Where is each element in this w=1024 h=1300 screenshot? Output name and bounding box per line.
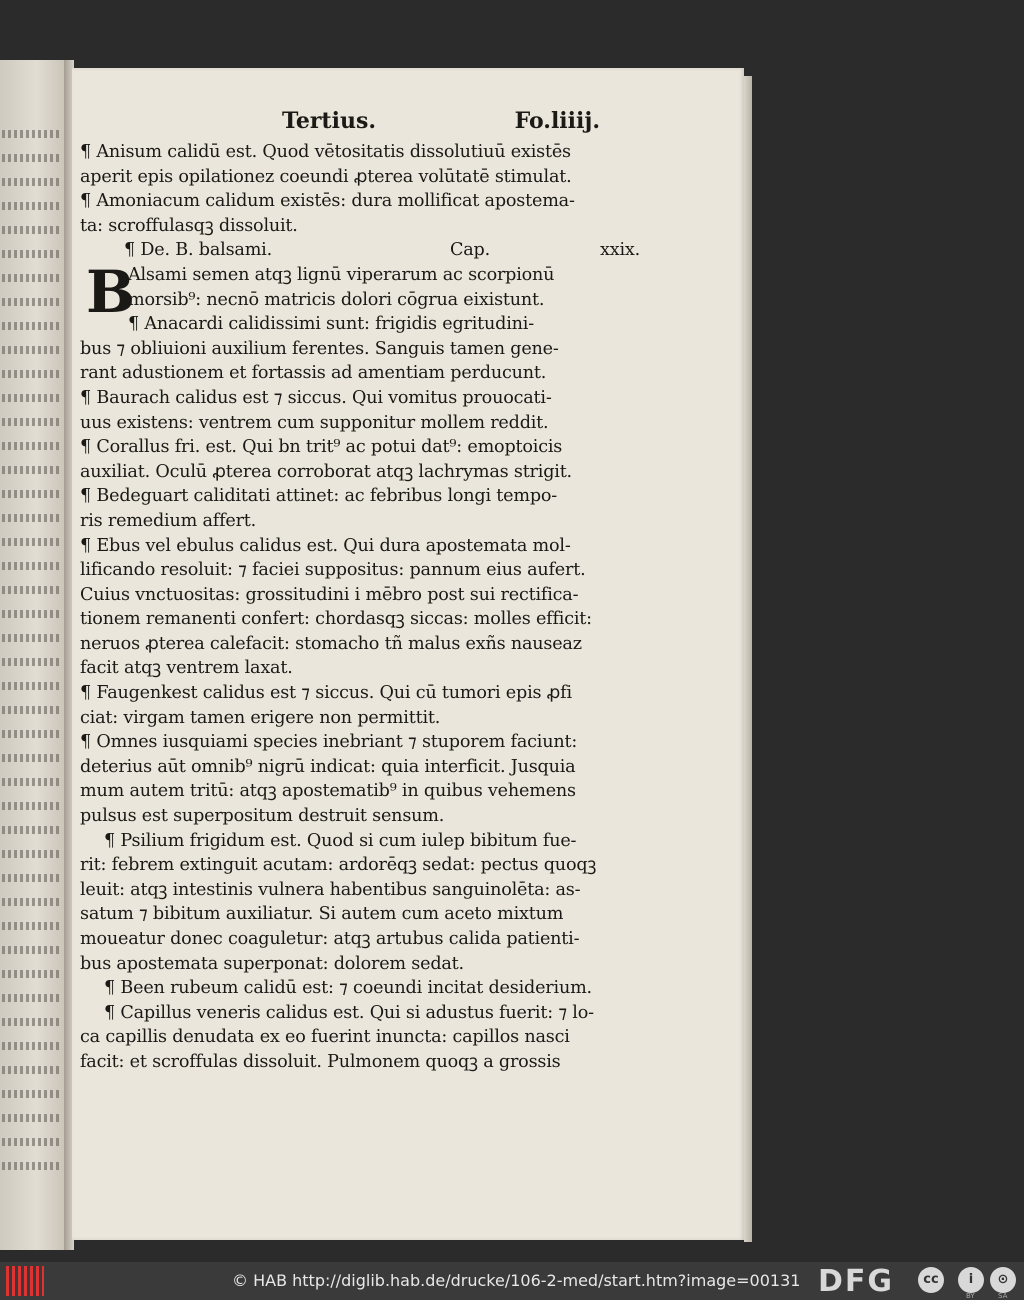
bleed-through-mark [2,226,60,234]
text-line: uus existens: ventrem cum supponitur mollem reddit. [80,412,549,433]
bleed-through-mark [2,730,60,738]
text-line: lificando resoluit: ⁊ faciei suppositus: pannum eius aufert. [80,560,586,581]
bleed-through-mark [2,370,60,378]
text-line: aperit epis opilationez coeundi ꝓterea volūtatē stimulat. [80,166,572,187]
text-line: ¶ Corallus fri. est. Qui bn trit⁹ ac potui dat⁹: emoptoicis [80,437,563,458]
source-credit-link[interactable]: © HAB http://diglib.hab.de/drucke/106-2-med/start.htm?image=00131 [232,1271,801,1290]
bleed-through-mark [2,346,60,354]
sa-license-label: SA [998,1292,1008,1300]
text-line: leuit: atqꝫ intestinis vulnera habentibus sanguinolēta: as- [80,879,581,900]
text-line: Cuius vnctuositas: grossitudini i mēbro post sui rectifica- [80,584,579,605]
bleed-through-mark [2,1162,60,1170]
text-line: Alsami semen atqꝫ lignū viperarum ac scorpionū [128,264,555,285]
text-line: facit atqꝫ ventrem laxat. [80,658,293,679]
text-line: rant adustionem et fortassis ad amentiam perducunt. [80,363,547,384]
text-line: satum ⁊ bibitum auxiliatur. Si autem cum aceto mixtum [80,904,564,925]
bleed-through-mark [2,490,60,498]
bleed-through-mark [2,946,60,954]
chapter-number: xxix. [600,240,640,261]
facing-page-edge [0,60,66,1250]
bleed-through-mark [2,1018,60,1026]
text-line: ciat: virgam tamen erigere non permittit. [80,707,441,728]
bleed-through-mark [2,1042,60,1050]
hab-logo-icon [6,1266,44,1296]
chapter-cap-label: Cap. [450,240,491,261]
text-line: ¶ Ebus vel ebulus calidus est. Qui dura apostemata mol- [80,535,571,556]
bleed-through-mark [2,154,60,162]
text-line: ris remedium affert. [80,510,257,531]
text-line: ¶ Bedeguart caliditati attinet: ac febribus longi tempo- [80,486,558,507]
bleed-through-mark [2,1090,60,1098]
text-line: bus apostemata superponat: dolorem sedat. [80,953,464,974]
bleed-through-mark [2,250,60,258]
text-line: ¶ Psilium frigidum est. Quod si cum iulep bibitum fue- [104,830,577,851]
text-line: pulsus est superpositum destruit sensum. [80,806,445,827]
bleed-through-mark [2,202,60,210]
bleed-through-mark [2,778,60,786]
bleed-through-mark [2,850,60,858]
text-line: moueatur donec coaguletur: atqꝫ artubus calida patienti- [80,929,580,949]
bleed-through-mark [2,298,60,306]
viewer-footer [0,1262,1024,1300]
bleed-through-mark [2,610,60,618]
bleed-through-mark [2,970,60,978]
running-header [210,108,620,142]
bleed-through-mark [2,538,60,546]
chapter-title: ¶ De. B. balsami. [124,240,273,261]
bleed-through-mark [2,274,60,282]
text-line: ¶ Been rubeum calidū est: ⁊ coeundi incitat desiderium. [104,978,592,999]
bleed-through-mark [2,394,60,402]
bleed-through-mark [2,178,60,186]
header-book-label: Tertius. [282,108,376,134]
bleed-through-mark [2,322,60,330]
text-line: neruos ꝓterea calefacit: stomacho tñ malus exñs nauseaz [80,633,582,654]
bleed-through-mark [2,514,60,522]
text-line: auxiliat. Oculū ꝓterea corroborat atqꝫ lachrymas strigit. [80,461,572,482]
by-license-label: BY [966,1292,975,1300]
bleed-through-mark [2,658,60,666]
bleed-through-mark [2,130,60,138]
bleed-through-mark [2,634,60,642]
cc-license-icon[interactable]: cc [918,1267,944,1293]
text-line: ¶ Anacardi calidissimi sunt: frigidis egritudini- [128,314,534,335]
bleed-through-mark [2,466,60,474]
bleed-through-mark [2,802,60,810]
bleed-through-mark [2,874,60,882]
bleed-through-mark [2,418,60,426]
bleed-through-mark [2,1138,60,1146]
bleed-through-mark [2,682,60,690]
text-line: ¶ Amoniacum calidum existēs: dura mollificat apostema- [80,191,575,212]
text-line: tionem remanenti confert: chordasqꝫ siccas: molles efficit: [80,609,592,630]
text-line: mum autem tritū: atqꝫ apostematib⁹ in quibus vehemens [80,781,576,802]
text-line: ca capillis denudata ex eo fuerint inuncta: capillos nasci [80,1027,570,1048]
chapter-heading [80,238,640,263]
text-line: deterius aūt omnib⁹ nigrū indicat: quia interficit. Jusquia [80,756,576,777]
text-line: ¶ Capillus veneris calidus est. Qui si adustus fuerit: ⁊ lo- [104,1002,594,1023]
text-line: ¶ Omnes iusquiami species inebriant ⁊ stuporem faciunt: [80,732,578,753]
by-license-icon[interactable]: i [958,1267,984,1293]
bleed-through-mark [2,898,60,906]
text-line: ¶ Anisum calidū est. Quod vētositatis dissolutiuū existēs [80,142,571,162]
text-line: bus ⁊ obliuioni auxilium ferentes. Sanguis tamen gene- [80,338,559,359]
bleed-through-mark [2,754,60,762]
text-line: ¶ Baurach calidus est ⁊ siccus. Qui vomitus prouocati- [80,387,552,408]
bleed-through-mark [2,706,60,714]
dfg-logo: DFG [818,1264,895,1299]
text-line: rit: febrem extinguit acutam: ardorēqꝫ sedat: pectus quoqꝫ [80,855,597,876]
page-text-block [80,140,640,1075]
text-line: ta: scroffulasqꝫ dissoluit. [80,215,298,236]
text-line: ¶ Faugenkest calidus est ⁊ siccus. Qui cū tumori epis ꝓfi [80,683,572,704]
decorated-initial: B [86,258,136,326]
page-edge-stack [744,76,752,1242]
bleed-through-mark [2,922,60,930]
bleed-through-mark [2,1066,60,1074]
bleed-through-mark [2,442,60,450]
header-folio-number: Fo.liiij. [514,108,600,134]
sa-license-icon[interactable]: ⊙ [990,1267,1016,1293]
bleed-through-mark [2,586,60,594]
bleed-through-mark [2,562,60,570]
text-line: facit: et scroffulas dissoluit. Pulmonem quoqꝫ a grossis [80,1051,561,1072]
bleed-through-mark [2,826,60,834]
text-line: morsib⁹: necnō matricis dolori cōgrua eixistunt. [128,289,545,310]
bleed-through-mark [2,1114,60,1122]
bleed-through-mark [2,994,60,1002]
